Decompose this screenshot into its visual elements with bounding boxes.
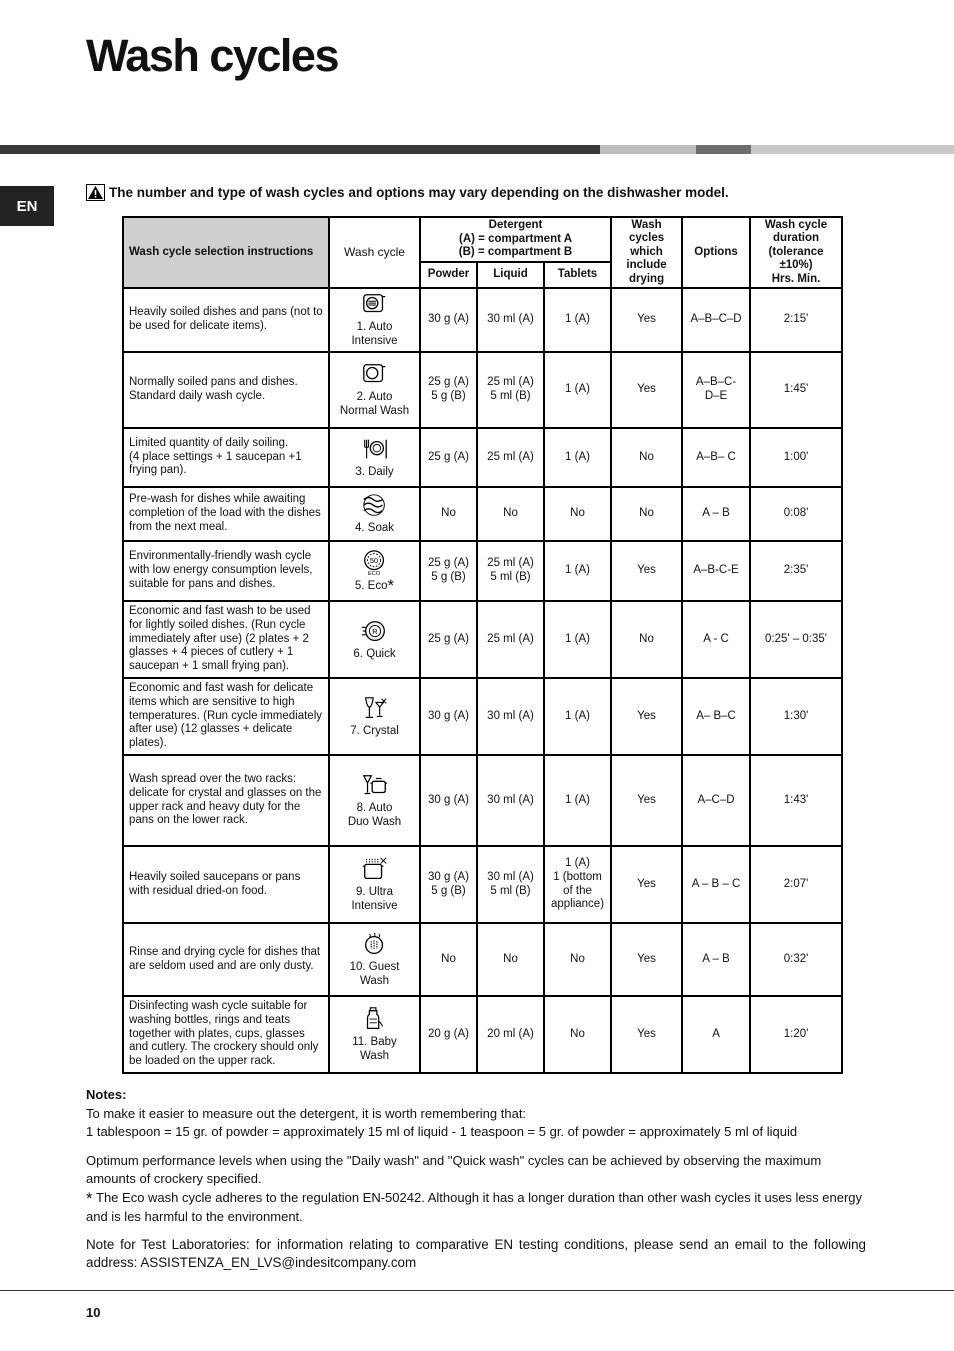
cycle-instructions: Pre-wash for dishes while awaiting completion of the load with the dishes from the next meal.: [123, 487, 329, 541]
tablets-value: 1 (A) 1 (bottom of the appliance): [544, 846, 611, 923]
language-tab: EN: [0, 186, 54, 226]
duration-value: 1:45': [750, 352, 842, 428]
wash-cycles-table: [122, 216, 843, 1074]
svg-text:R: R: [371, 626, 378, 636]
cycle-cell: [329, 996, 420, 1073]
quick-icon: [360, 618, 390, 646]
cycle-instructions: Disinfecting wash cycle suitable for washing bottles, rings and teats together with plates, cups, glasses and cutlery. The crockery should only be loaded on the upper rack.: [123, 996, 329, 1073]
table-row: [123, 487, 842, 541]
cycle-instructions: Wash spread over the two racks: delicate for crystal and glasses on the upper rack and heavy duty for the pans on the lower rack.: [123, 755, 329, 846]
liquid-value: 25 ml (A) 5 ml (B): [477, 541, 544, 601]
options-value: A– B–C: [682, 678, 750, 755]
liquid-value: 30 ml (A): [477, 678, 544, 755]
table-row: [123, 541, 842, 601]
cycle-label: 6. Quick: [353, 647, 396, 660]
tablets-value: 1 (A): [544, 755, 611, 846]
cycle-label: 2. Auto Normal Wash: [339, 391, 410, 417]
cycle-instructions: Heavily soiled saucepans or pans with residual dried-on food.: [123, 846, 329, 923]
drying-value: Yes: [611, 288, 682, 352]
header-detergent: Detergent (A) = compartment A (B) = compartment B: [420, 217, 611, 262]
table-row: [123, 428, 842, 487]
options-value: A–B–C- D–E: [682, 352, 750, 428]
duo-wash-icon: [360, 772, 390, 800]
tablets-value: No: [544, 487, 611, 541]
soak-icon: [360, 492, 390, 520]
svg-text:ECO: ECO: [367, 570, 380, 577]
duration-value: 1:00': [750, 428, 842, 487]
header-bar-mid: [696, 145, 751, 154]
drying-value: No: [611, 428, 682, 487]
options-value: A–C–D: [682, 755, 750, 846]
guest-wash-icon: [360, 931, 390, 959]
powder-value: 25 g (A): [420, 428, 477, 487]
table-row: [123, 678, 842, 755]
cycle-instructions: Environmentally-friendly wash cycle with low energy consumption levels, suitable for pans and dishes.: [123, 541, 329, 601]
duration-value: 1:30': [750, 678, 842, 755]
page-number: 10: [86, 1305, 101, 1320]
drying-value: No: [611, 487, 682, 541]
cycle-cell: [329, 352, 420, 428]
eco-cycle-star: *: [387, 575, 395, 595]
duration-value: 0:25' – 0:35': [750, 601, 842, 678]
eco-icon-label: 50: [369, 555, 378, 565]
options-value: A – B: [682, 923, 750, 996]
header-tablets: Tablets: [544, 262, 611, 288]
cycle-cell: [329, 428, 420, 487]
page-title: Wash cycles: [86, 30, 338, 81]
options-value: A–B– C: [682, 428, 750, 487]
header-instructions: Wash cycle selection instructions: [123, 217, 329, 288]
warning-line: [86, 184, 729, 201]
powder-value: 30 g (A): [420, 755, 477, 846]
powder-value: No: [420, 923, 477, 996]
warning-text: The number and type of wash cycles and options may vary depending on the dishwasher model.: [109, 185, 729, 200]
powder-value: No: [420, 487, 477, 541]
tablets-value: 1 (A): [544, 541, 611, 601]
cycle-cell: [329, 601, 420, 678]
cycle-instructions: Economic and fast wash for delicate items which are sensitive to high temperatures. (Run cycle immediately after use) (12 glasses + delicate plates).: [123, 678, 329, 755]
drying-value: Yes: [611, 923, 682, 996]
cycle-label: 1. Auto Intensive: [351, 321, 398, 347]
header-bar-light-end: [751, 145, 954, 154]
warning-icon: [86, 184, 105, 201]
cycle-cell: [329, 288, 420, 352]
options-value: A–B–C–D: [682, 288, 750, 352]
cycle-label: 11. Baby Wash: [352, 1035, 397, 1062]
table-row: [123, 352, 842, 428]
ultra-intensive-icon: [360, 856, 390, 884]
options-value: A – B – C: [682, 846, 750, 923]
daily-icon: [360, 436, 390, 464]
auto-intensive-icon: [360, 291, 390, 319]
powder-value: 25 g (A): [420, 601, 477, 678]
footer-divider: [0, 1290, 954, 1291]
liquid-value: 30 ml (A): [477, 755, 544, 846]
crystal-icon: [360, 695, 390, 723]
eco-star: *: [86, 1188, 93, 1208]
tablets-value: 1 (A): [544, 678, 611, 755]
table-row: [123, 288, 842, 352]
table-row: [123, 601, 842, 678]
header-liquid: Liquid: [477, 262, 544, 288]
cycle-label: 7. Crystal: [350, 724, 399, 737]
eco-icon: [360, 549, 390, 577]
cycle-cell: [329, 678, 420, 755]
duration-value: 1:43': [750, 755, 842, 846]
notes-section: [86, 1086, 866, 1273]
options-value: A: [682, 996, 750, 1073]
eco-note-text: The Eco wash cycle adheres to the regulation EN-50242. Although it has a longer duration than other wash cycles it uses less energy and is les harmful to the environment.: [86, 1189, 863, 1224]
drying-value: Yes: [611, 846, 682, 923]
duration-value: 0:32': [750, 923, 842, 996]
cycle-label: 3. Daily: [355, 465, 394, 478]
auto-normal-icon: [360, 361, 390, 389]
powder-value: 30 g (A) 5 g (B): [420, 846, 477, 923]
duration-value: 2:35': [750, 541, 842, 601]
cycle-instructions: Limited quantity of daily soiling. (4 place settings + 1 saucepan +1 frying pan).: [123, 428, 329, 487]
table-row: [123, 755, 842, 846]
drying-value: Yes: [611, 541, 682, 601]
options-value: A - C: [682, 601, 750, 678]
cycle-instructions: Economic and fast wash to be used for lightly soiled dishes. (Run cycle immediately after use) (2 plates + 2 glasses + 4 pieces of cutlery + 1 saucepan + 1 small frying pan).: [123, 601, 329, 678]
cycle-instructions: Normally soiled pans and dishes. Standard daily wash cycle.: [123, 352, 329, 428]
liquid-value: 25 ml (A) 5 ml (B): [477, 352, 544, 428]
cycle-label: 5. Eco: [354, 579, 388, 592]
tablets-value: 1 (A): [544, 428, 611, 487]
liquid-value: No: [477, 923, 544, 996]
header-bar-dark: [0, 145, 600, 154]
duration-value: 0:08': [750, 487, 842, 541]
liquid-value: 30 ml (A) 5 ml (B): [477, 846, 544, 923]
options-value: A–B-C-E: [682, 541, 750, 601]
liquid-value: 30 ml (A): [477, 288, 544, 352]
table-row: [123, 923, 842, 996]
powder-value: 25 g (A) 5 g (B): [420, 541, 477, 601]
header-options: Options: [682, 217, 750, 288]
duration-value: 1:20': [750, 996, 842, 1073]
drying-value: Yes: [611, 755, 682, 846]
baby-wash-icon: [360, 1006, 390, 1034]
drying-value: Yes: [611, 678, 682, 755]
cycle-cell: [329, 487, 420, 541]
cycle-label: 4. Soak: [355, 522, 394, 535]
cycle-label: 8. Auto Duo Wash: [347, 801, 402, 828]
tablets-value: 1 (A): [544, 288, 611, 352]
liquid-value: 20 ml (A): [477, 996, 544, 1073]
powder-value: 25 g (A) 5 g (B): [420, 352, 477, 428]
header-bar-light: [600, 145, 696, 154]
header-drying: Wash cycles which include drying: [611, 217, 682, 288]
powder-value: 20 g (A): [420, 996, 477, 1073]
liquid-value: No: [477, 487, 544, 541]
notes-para2: Optimum performance levels when using the "Daily wash" and "Quick wash" cycles can be achieved by observing the maximum amounts of crockery specified.: [86, 1152, 822, 1186]
notes-eco: [86, 1189, 866, 1227]
options-value: A – B: [682, 487, 750, 541]
header-wash-cycle: Wash cycle: [329, 217, 420, 288]
header-powder: Powder: [420, 262, 477, 288]
powder-value: 30 g (A): [420, 288, 477, 352]
notes-heading: Notes:: [86, 1087, 127, 1102]
tablets-value: 1 (A): [544, 601, 611, 678]
drying-value: No: [611, 601, 682, 678]
duration-value: 2:15': [750, 288, 842, 352]
tablets-value: No: [544, 996, 611, 1073]
notes-line1: To make it easier to measure out the detergent, it is worth remembering that:: [86, 1105, 527, 1121]
liquid-value: 25 ml (A): [477, 428, 544, 487]
liquid-value: 25 ml (A): [477, 601, 544, 678]
tablets-value: No: [544, 923, 611, 996]
notes-line2: 1 tablespoon = 15 gr. of powder = approximately 15 ml of liquid - 1 teaspoon = 5 gr. of powder = approximately 5 ml of liquid: [86, 1124, 798, 1139]
cycle-label: 9. Ultra Intensive: [351, 885, 398, 912]
cycle-label: 10. Guest Wash: [349, 960, 400, 987]
cycle-cell: [329, 846, 420, 923]
table-row: [123, 996, 842, 1073]
tablets-value: 1 (A): [544, 352, 611, 428]
cycle-instructions: Rinse and drying cycle for dishes that are seldom used and are only dusty.: [123, 923, 329, 996]
powder-value: 30 g (A): [420, 678, 477, 755]
drying-value: Yes: [611, 996, 682, 1073]
cycle-cell: [329, 755, 420, 846]
duration-value: 2:07': [750, 846, 842, 923]
drying-value: Yes: [611, 352, 682, 428]
header-duration: Wash cycle duration (tolerance ±10%) Hrs. Min.: [750, 217, 842, 288]
cycle-instructions: Heavily soiled dishes and pans (not to be used for delicate items).: [123, 288, 329, 352]
cycle-cell: [329, 541, 420, 601]
table-row: [123, 846, 842, 923]
notes-lab: Note for Test Laboratories: for information relating to comparative EN testing conditions, please send an email to the following address: ASSISTENZA_EN_LVS@indesitcompany.com: [86, 1236, 866, 1270]
cycle-cell: [329, 923, 420, 996]
